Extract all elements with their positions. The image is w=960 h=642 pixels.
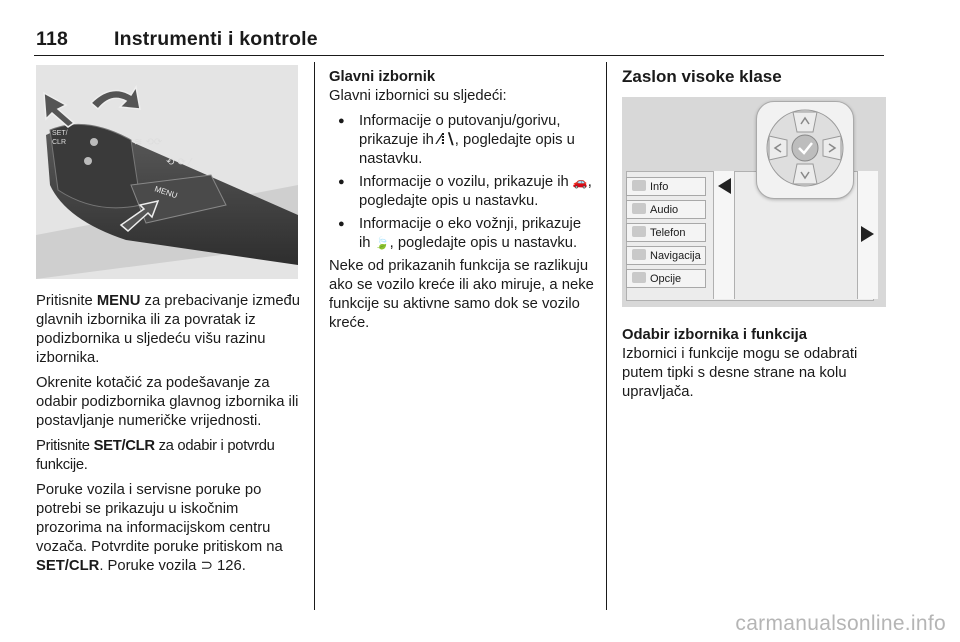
menu-item-telefon[interactable]: Telefon	[626, 223, 706, 242]
paragraph-wheel: Okrenite kotačić za podešavanje za odabir podizbornika glavnog izbornika ili postavljanje numeričke vrijednosti.	[36, 375, 299, 429]
phone-icon	[632, 226, 646, 237]
column-separator-2	[606, 62, 607, 610]
main-menu-outro: Neke od prikazanih funkcija se razlikuju ako se vozilo kreće ili ako miruje, a neke funkcije su aktivne samo dok se vozilo kreće.	[329, 258, 594, 331]
paragraph-messages: Poruke vozila i servisne poruke po potrebi se prikazuju u iskočnim prozorima na informacijskom centru vozača. Potvrdite poruke pritiskom na SET/CLR. Poruke vozila ⊃ 126.	[36, 482, 283, 574]
list-item: ● Informacije o eko vožnji, prikazuje ih 🍃, pogledajte opis u nastavku.	[329, 215, 595, 253]
display-figure	[622, 97, 886, 307]
fog-symbols-icon: ⟲ ⟳ ⁄	[166, 157, 191, 168]
menu-selection-heading: Odabir izbornika i funkcija	[622, 327, 807, 343]
lever-figure	[36, 65, 298, 279]
list-item: ● Informacije o putovanju/gorivu, prikazuje ih ⁄⁞∖, pogledajte opis u nastavku.	[329, 112, 595, 169]
right-triangle-icon[interactable]	[860, 225, 876, 243]
column-3-text	[622, 326, 888, 408]
page-header	[36, 28, 318, 51]
list-item: ● Informacije o vozilu, prikazuje ih 🚗, pogledajte opis u nastavku.	[329, 173, 595, 211]
up-indicator-icon	[90, 138, 98, 146]
dpad-controller	[757, 102, 853, 198]
down-arrow-icon[interactable]	[793, 164, 817, 184]
watermark: carmanualsonline.info	[735, 612, 946, 635]
info-icon	[632, 180, 646, 191]
settings-icon	[632, 272, 646, 283]
menu-item-info[interactable]: Info	[626, 177, 706, 196]
section-title: Instrumenti i kontrole	[114, 28, 318, 50]
left-arrow-icon[interactable]	[769, 136, 787, 160]
compass-icon	[632, 249, 646, 260]
light-symbols-icon: ≋ ⟲⟳	[134, 137, 163, 148]
svg-text:CLR: CLR	[52, 139, 67, 146]
eco-leaf-icon: 🍃	[374, 236, 390, 250]
down-indicator-icon	[84, 157, 92, 165]
vehicle-info-icon: 🚗	[572, 175, 588, 189]
column-3-heading-block	[622, 66, 888, 88]
set-clr-label: SET/	[52, 130, 68, 137]
right-arrow-icon[interactable]	[823, 136, 841, 160]
main-menu-list	[329, 112, 595, 253]
page-reference-icon[interactable]: ⊃	[200, 558, 213, 574]
menu-item-audio[interactable]: Audio	[626, 200, 706, 219]
trip-fuel-icon: ⁄⁞∖	[437, 132, 455, 148]
up-arrow-icon[interactable]	[793, 112, 817, 132]
menu-selection-text: Izbornici i funkcije mogu se odabrati putem tipki s desne strane na kolu upravljača.	[622, 346, 858, 400]
left-triangle-icon[interactable]	[716, 177, 732, 195]
controller-panel	[756, 101, 854, 199]
menu-item-navigacija[interactable]: Navigacija	[626, 246, 706, 265]
high-level-display-heading: Zaslon visoke klase	[622, 67, 782, 86]
ok-button-icon[interactable]	[792, 135, 818, 161]
paragraph-set-clr: Pritisnite SET/CLR za odabir i potvrdu funkcije.	[36, 438, 275, 473]
lever-illustration	[36, 65, 298, 279]
header-rule	[34, 55, 884, 56]
paragraph-menu: Pritisnite MENU za prebacivanje između glavnih izbornika ili za povratak iz podizbornika u sljedeću višu razinu izbornika.	[36, 293, 301, 366]
column-2-text	[329, 68, 595, 339]
music-note-icon	[632, 203, 646, 214]
menu-button-label: MENU	[153, 184, 179, 201]
column-separator-1	[314, 62, 315, 610]
main-menu-intro: Glavni izbornici su sljedeći:	[329, 88, 507, 104]
main-menu-heading: Glavni izbornik	[329, 69, 436, 85]
column-1-text	[36, 292, 300, 582]
menu-item-opcije[interactable]: Opcije	[626, 269, 706, 288]
page-number: 118	[36, 28, 69, 50]
